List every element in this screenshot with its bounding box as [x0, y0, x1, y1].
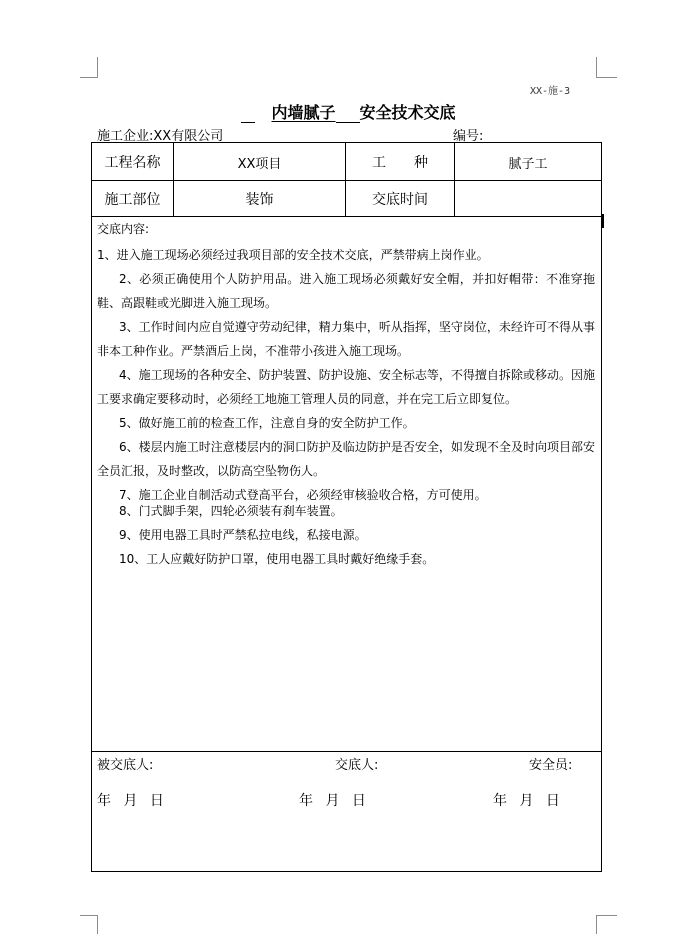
- row-divider: [92, 751, 601, 752]
- content-item: 2、必须正确使用个人防护用品。进入施工现场必须戴好安全帽，并扣好帽带：不准穿拖鞋、高跟鞋或光脚进入施工现场。: [97, 272, 595, 310]
- safety-officer-label: 安全员:: [529, 758, 573, 773]
- receiver-signature-label: 被交底人:: [97, 758, 154, 773]
- title-heading: 安全技术交底: [359, 103, 456, 122]
- company-line: 施工企业:XX有限公司: [97, 129, 224, 144]
- crop-mark-top-left: [80, 57, 98, 78]
- title-underline-blank-2: [336, 106, 360, 123]
- document-code: XX-施-3: [530, 86, 571, 97]
- edge-marker: [601, 214, 604, 228]
- time-label: 交底时间: [372, 192, 428, 208]
- crop-mark-bottom-right: [596, 915, 617, 934]
- trade-value: 腻子工: [508, 157, 548, 172]
- row-divider: [92, 180, 601, 181]
- receiver-date: 年 月 日: [97, 793, 164, 809]
- crop-mark-top-right: [596, 57, 617, 78]
- disclosure-content: [97, 219, 595, 571]
- content-label: 交底内容:: [97, 222, 150, 236]
- content-item: 3、工作时间内应自觉遵守劳动纪律，精力集中，听从指挥，坚守岗位，未经许可不得从事非本工种作业。严禁酒后上岗，不准带小孩进入施工现场。: [97, 320, 595, 358]
- document-title: [0, 100, 697, 123]
- content-item: 10、工人应戴好防护口罩，使用电器工具时戴好绝缘手套。: [119, 552, 435, 566]
- disclosure-table: [91, 142, 602, 872]
- trade-label: 工 种: [372, 155, 428, 171]
- content-item: 4、施工现场的各种安全、防护装置、防护设施、安全标志等，不得擅自拆除或移动。因施工要求确定要移动时，必须经工地施工管理人员的同意，并在完工后立即复位。: [97, 368, 595, 406]
- title-subject: 内墙腻子: [271, 103, 336, 122]
- row-divider: [92, 216, 601, 217]
- content-item: 7、施工企业自制活动式登高平台，必须经审核验收合格，方可使用。: [119, 488, 487, 502]
- giver-date: 年 月 日: [299, 793, 366, 809]
- crop-mark-bottom-left: [80, 915, 98, 934]
- content-item: 8、门式脚手架，四轮必须装有刹车装置。: [119, 504, 343, 518]
- serial-number-label: 编号:: [453, 129, 484, 144]
- giver-signature-label: 交底人:: [335, 758, 379, 773]
- content-item: 1、进入施工现场必须经过我项目部的安全技术交底，严禁带病上岗作业。: [97, 248, 489, 262]
- safety-date: 年 月 日: [493, 793, 560, 809]
- content-item: 9、使用电器工具时严禁私拉电线，私接电源。: [119, 528, 367, 542]
- location-value: 装饰: [245, 192, 274, 208]
- title-underline-blank: [241, 106, 255, 123]
- project-name-label: 工程名称: [104, 155, 161, 171]
- content-item: 5、做好施工前的检查工作，注意自身的安全防护工作。: [119, 416, 415, 430]
- location-label: 施工部位: [104, 192, 161, 208]
- content-item: 6、楼层内施工时注意楼层内的洞口防护及临边防护是否安全，如发现不全及时向项目部安全员汇报，及时整改，以防高空坠物伤人。: [97, 440, 595, 478]
- project-name-value: XX项目: [237, 157, 282, 172]
